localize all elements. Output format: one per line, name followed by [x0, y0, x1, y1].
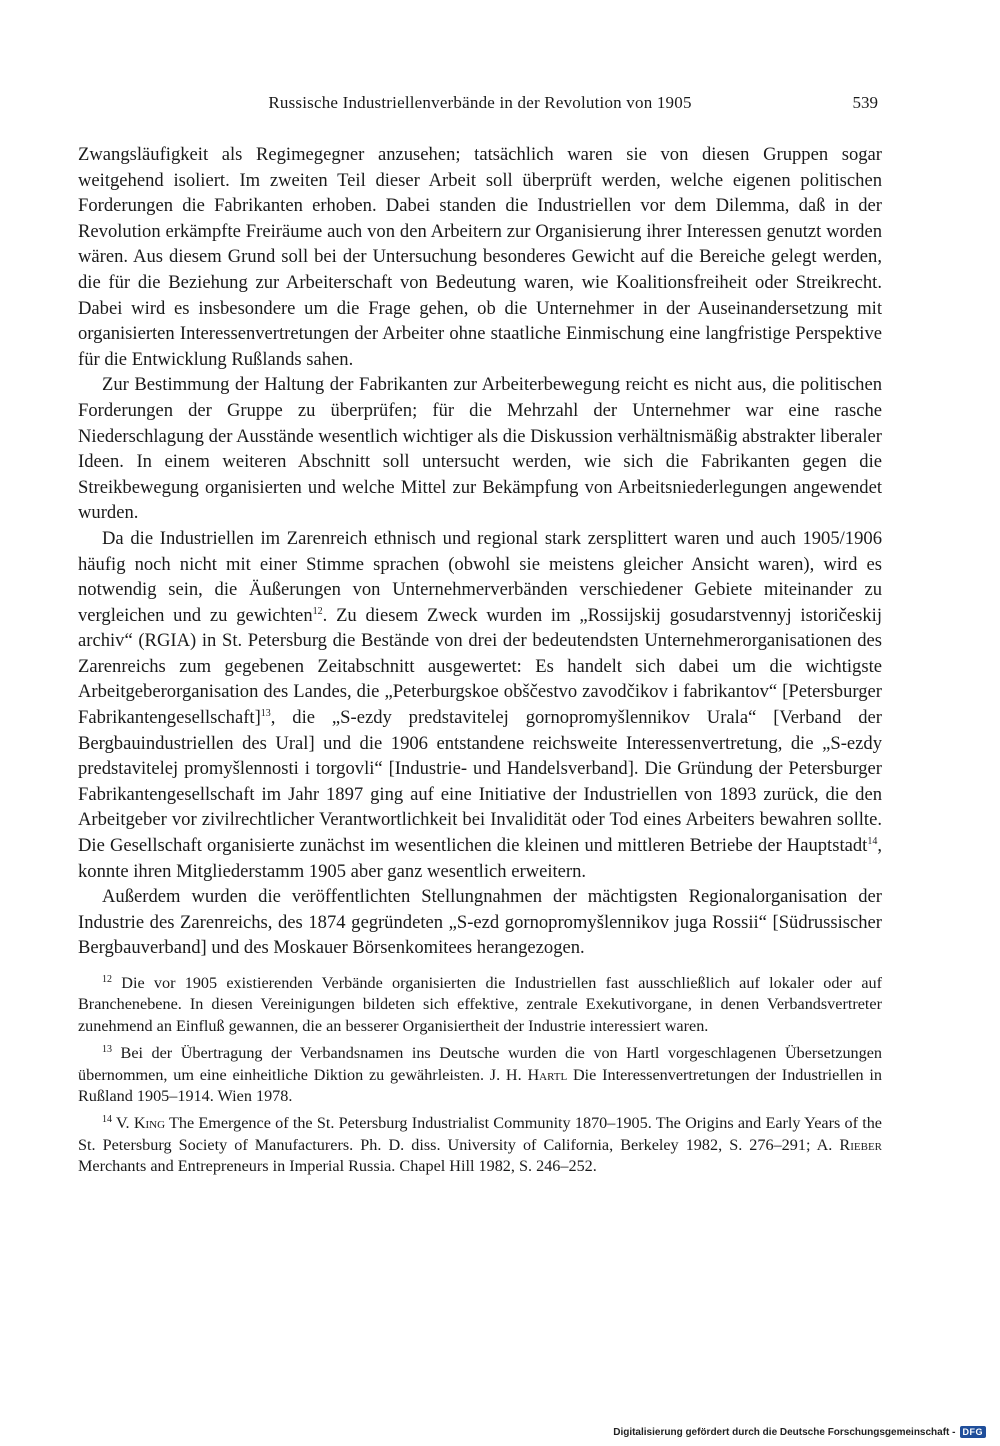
paragraph-3-text-b: . Zu diesem Zweck wurden im „Rossijskij gosudarstvennyj istoričeskij archiv“ (RGIA) in St. Petersburg die Bestände von drei der bedeutendsten Unternehmerorganisationen des Zarenreichs zum gegebenen Zeitabschnitt ausgewertet: Es handelt sich dabei um die wichtigste Arbeitgeberorganisation des Landes, die „Peterburgskoe obščestvo zavodčikov i fabrikantov“ [Petersburger Fabrikantengesellschaft] — [78, 604, 882, 729]
footnote-ref-12[interactable]: 12 — [312, 605, 323, 617]
credit-text: Digitalisierung gefördert durch die Deutsche Forschungsgemeinschaft - — [613, 1426, 956, 1438]
footnote-14 — [78, 1113, 882, 1177]
document-page — [78, 92, 882, 1184]
paragraph-3-text-d: , konnte ihren Mitgliederstamm 1905 aber ganz wesentlich erweitern. — [78, 835, 882, 882]
footnote-text: Die Interessenvertretungen der Industriellen in Rußland 1905–1914. Wien 1978. — [78, 1065, 882, 1106]
footnote-text: Bei der Übertragung der Verbandsnamen ins Deutsche wurden die von Hartl vorgeschlagenen Übersetzungen übernommen, um eine einheitliche Diktion zu gewährleisten. J. H. — [78, 1044, 883, 1084]
footnote-ref-13[interactable]: 13 — [260, 708, 271, 720]
body-text — [78, 142, 882, 961]
paragraph-1: Zwangsläufigkeit als Regimegegner anzusehen; tatsächlich waren sie von diesen Gruppen sogar weitgehend isoliert. Im zweiten Teil dieser Arbeit soll überprüft werden, welche eigenen politischen Forderungen die Fabrikanten erhoben. Dabei standen die Industriellen vor dem Dilemma, daß in der Revolution erkämpfte Freiräume auch von den Arbeitern zur Organisierung ihrer Interessen genutzt worden wären. Aus diesem Grund soll bei der Untersuchung besonderes Gewicht auf die Bereiche gelegt werden, die für die Beziehung zur Arbeiterschaft von Bedeutung waren, wie Koalitionsfreiheit oder Streikrecht. Dabei wird es insbesondere um die Frage gehen, ob die Unternehmer in der Auseinandersetzung mit organisierten Interessenvertretungen der Arbeiter ohne staatliche Einmischung eine langfristige Perspektive für die Entwicklung Rußlands sahen. — [78, 144, 882, 370]
author-name: Hartl — [527, 1065, 568, 1084]
footnote-number: 13 — [102, 1044, 112, 1056]
paragraph-4: Außerdem wurden die veröffentlichten Stellungnahmen der mächtigsten Regionalorganisation der Industrie des Zarenreichs, des 1874 gegründeten „S-ezd gornopromyšlennikov juga Rossii“ [Südrussischer Bergbauverband] und des Moskauer Börsenkomitees herangezogen. — [78, 886, 882, 959]
running-head — [78, 92, 882, 122]
footnote-text: V. — [115, 1114, 134, 1133]
running-title: Russische Industriellenverbände in der Revolution von 1905 — [268, 93, 692, 112]
footnote-text: Merchants and Entrepreneurs in Imperial Russia. Chapel Hill 1982, S. 246–252. — [78, 1157, 597, 1176]
footnote-12 — [78, 973, 882, 1037]
footnote-13 — [78, 1043, 882, 1107]
footnote-ref-14[interactable]: 14 — [867, 836, 878, 848]
footnote-text: Die vor 1905 existierenden Verbände organisierten die Industriellen fast ausschließlich auf lokaler oder auf Branchenebene. In diesen Vereinigungen bildeten sich effektive, zentrale Exekutivorgane, in denen Verbandsvertreter zunehmend an Einfluß gewannen, die an besserer Organisiertheit der Industrie interessiert waren. — [78, 974, 883, 1035]
author-name: King — [133, 1114, 166, 1133]
paragraph-3-text-c: , die „S-ezdy predstavitelej gornopromyšlennikov Urala“ [Verband der Bergbauindustriellen des Ural] und die 1906 entstandene reichsweite Interessenvertretung, die „S-ezdy predstavitelej promyšlennosti i torgovli“ [Industrie- und Handelsverband]. Die Gründung der Petersburger Fabrikantengesellschaft im Jahr 1897 ging auf eine Initiative der Industriellen von 1893 zurück, die den Arbeitgeber vor zivilrechtlicher Verantwortlichkeit bei Invalidität oder Tod eines Arbeiters bewahren sollte. Die Gesellschaft organisierte zunächst im wesentlichen die kleinen und mittleren Betriebe der Hauptstadt — [78, 707, 882, 857]
footnote-number: 12 — [102, 974, 112, 985]
footnotes — [78, 973, 882, 1178]
author-name: Rieber — [839, 1135, 882, 1154]
footnote-text: The Emergence of the St. Petersburg Industrialist Community 1870–1905. The Origins and Early Years of the St. Petersburg Society of Manufacturers. Ph. D. diss. University of California, Berkeley 1982, S. 276–291; A. — [78, 1114, 882, 1154]
footnote-number: 14 — [102, 1114, 112, 1126]
page-number: 539 — [852, 93, 878, 112]
paragraph-3-text-a: Da die Industriellen im Zarenreich ethnisch und regional stark zersplittert waren und auch 1905/1906 häufig noch nicht mit einer Stimme sprachen (obwohl sie meistens gleicher Ansicht waren), wird es notwendig sein, die Äußerungen von Unternehmerverbänden verschiedener Gebiete miteinander zu vergleichen und zu gewichten — [78, 527, 882, 626]
digitization-credit — [613, 1426, 986, 1438]
paragraph-2: Zur Bestimmung der Haltung der Fabrikanten zur Arbeiterbewegung reicht es nicht aus, die politischen Forderungen der Gruppe zu überprüfen; für die Mehrzahl der Unternehmer war eine rasche Niederschlagung der Ausstände wesentlich wichtiger als die Diskussion verhältnismäßig abstrakter liberaler Ideen. In einem weiteren Abschnitt soll untersucht werden, wie sich die Fabrikanten gegen die Streikbewegung organisierten und welche Mittel zur Bekämpfung von Arbeitsniederlegungen angewendet wurden. — [78, 374, 882, 524]
paragraph-3 — [78, 526, 882, 884]
dfg-logo: DFG — [960, 1426, 987, 1438]
